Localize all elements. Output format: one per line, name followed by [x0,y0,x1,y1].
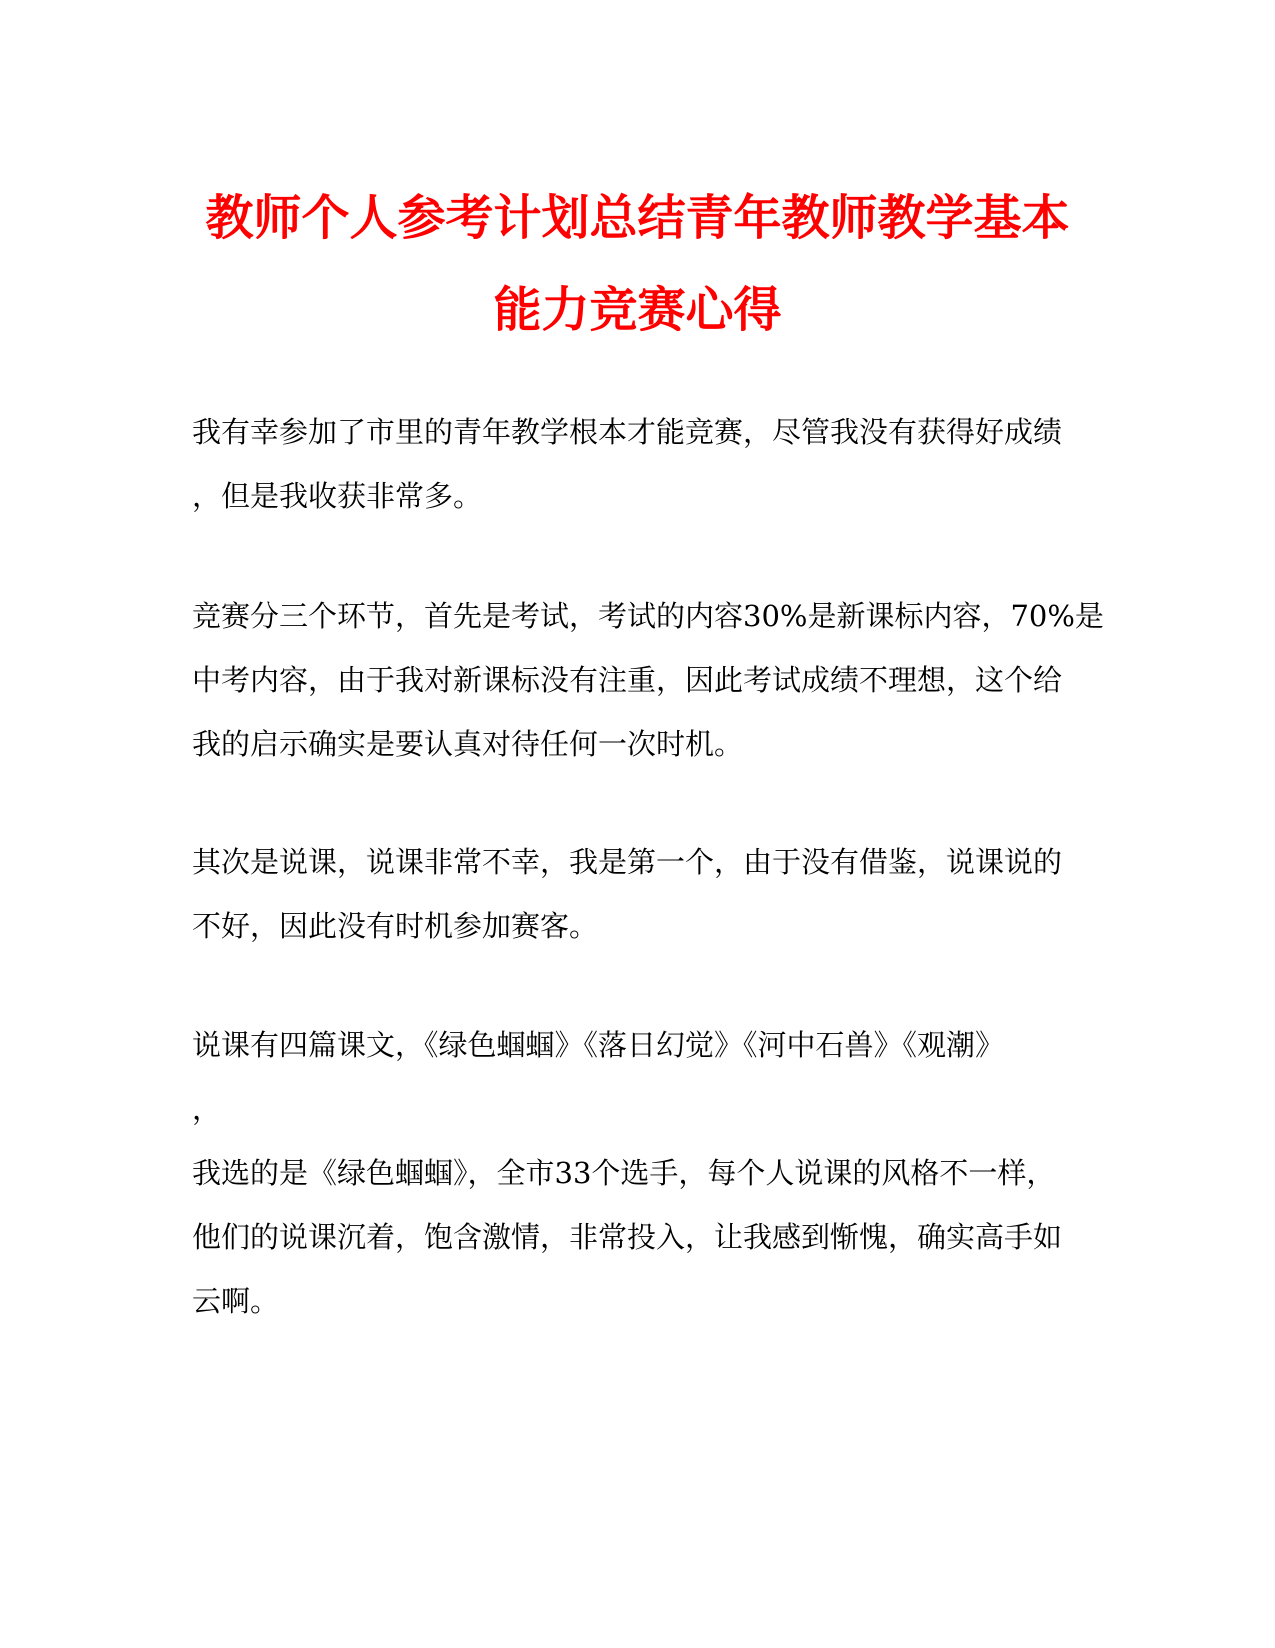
paragraph-line: ，但是我收获非常多。 [192,479,483,513]
title-line-2: 能力竞赛心得 [493,282,782,338]
title-line-1: 教师个人参考计划总结青年教师教学基本 [205,190,1070,246]
paragraph-3 [192,830,1072,958]
paragraph-line: 云啊。 [192,1284,280,1318]
paragraph-line: 竞赛分三个环节，首先是考试，考试的内容30%是新课标内容，70%是 [192,599,1104,633]
paragraph-line: 中考内容，由于我对新课标没有注重，因此考试成绩不理想，这个给 [192,663,1063,697]
paragraph-line: 我的启示确实是要认真对待任何一次时机。 [192,727,744,761]
paragraph-line: 不好，因此没有时机参加赛客。 [192,909,599,943]
paragraph-2 [192,584,1104,776]
paragraph-1 [192,400,1072,528]
paragraph-line: 其次是说课，说课非常不幸，我是第一个，由于没有借鉴，说课说的 [192,845,1063,879]
paragraph-line: 我选的是《绿色蝈蝈》，全市33个选手，每个人说课的风格不一样， [192,1156,1056,1190]
paragraph-line: ， [192,1092,222,1126]
paragraph-line: 我有幸参加了市里的青年教学根本才能竞赛，尽管我没有获得好成绩 [192,415,1063,449]
paragraph-line: 他们的说课沉着，饱含激情，非常投入，让我感到惭愧，确实高手如 [192,1220,1063,1254]
paragraph-line: 说课有四篇课文，《绿色蝈蝈》《落日幻觉》《河中石兽》《观潮》 [192,1028,1005,1062]
paragraph-4 [192,1013,1072,1333]
document-title [150,172,1125,356]
